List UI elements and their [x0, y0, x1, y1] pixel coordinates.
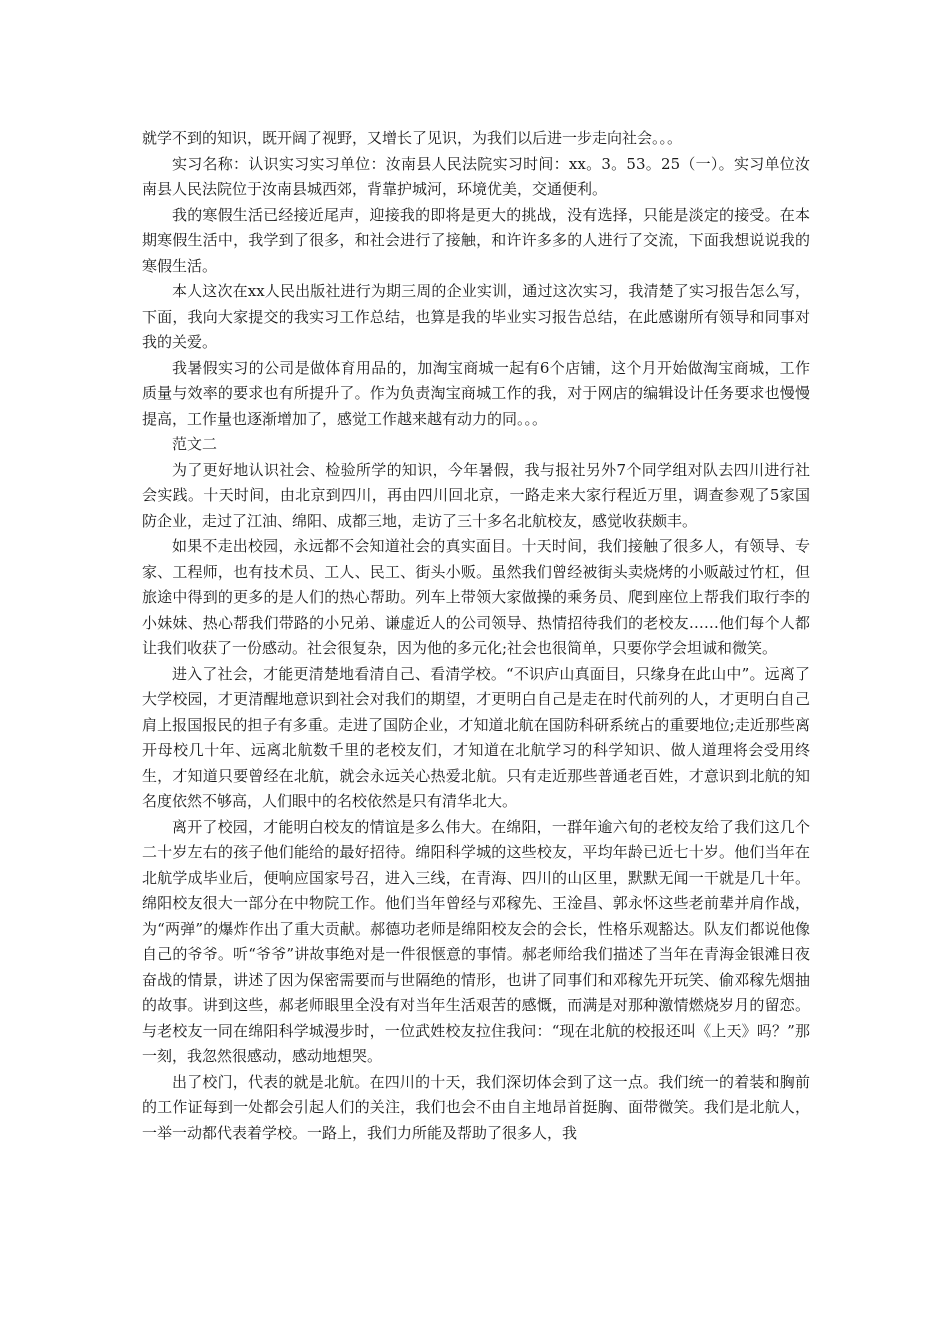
paragraph: 就学不到的知识，既开阔了视野，又增长了见识，为我们以后进一步走向社会。。。 [142, 129, 683, 147]
section-heading: 范文二 [172, 435, 218, 453]
paragraph: 离开了校园，才能明白校友的情谊是多么伟大。在绵阳，一群年逾六旬的老校友给了我们这几个二十岁左右的孩子他们能给的最好招待。绵阳科学城的这些校友，平均年龄已近七十岁。他们当年在北航学成毕业后，便响应国家号召，进入三线，在青海、四川的山区里，默默无闻一干就是几十年。绵阳校友很大一部分在中物院工作。他们当年曾经与邓稼先、王淦昌、郭永怀这些老前辈并肩作战，为“两弹”的爆炸作出了重大贡献。郝德功老师是绵阳校友会的会长，性格乐观豁达。队友们都说他像自己的爷爷。听“爷爷”讲故事绝对是一件很惬意的事情。郝老师给我们描述了当年在青海金银滩日夜奋战的情景，讲述了因为保密需要而与世隔绝的情形，也讲了同事们和邓稼先开玩笑、偷邓稼先烟抽的故事。讲到这些，郝老师眼里全没有对当年生活艰苦的感慨，而满是对那种激情燃烧岁月的留恋。与老校友一同在绵阳科学城漫步时，一位武姓校友拉住我问：“现在北航的校报还叫《上天》吗？”那一刻，我忽然很感动，感动地想哭。 [142, 817, 810, 1065]
document-body [142, 126, 810, 1146]
paragraph: 出了校门，代表的就是北航。在四川的十天，我们深切体会到了这一点。我们统一的着装和胸前的工作证每到一处都会引起人们的关注，我们也会不由自主地昂首挺胸、面带微笑。我们是北航人，一举一动都代表着学校。一路上，我们力所能及帮助了很多人，我 [142, 1072, 810, 1142]
paragraph: 我的寒假生活已经接近尾声，迎接我的即将是更大的挑战，没有选择，只能是淡定的接受。在本期寒假生活中，我学到了很多，和社会进行了接触，和许许多多的人进行了交流，下面我想说说我的寒假生活。 [142, 205, 810, 275]
paragraph: 为了更好地认识社会、检验所学的知识，今年暑假，我与报社另外7个同学组对队去四川进行社会实践。十天时间，由北京到四川，再由四川回北京，一路走来大家行程近万里，调查参观了5家国防企业，走过了江油、绵阳、成都三地，走访了三十多名北航校友，感觉收获颇丰。 [142, 460, 810, 530]
paragraph: 实习名称：认识实习实习单位：汝南县人民法院实习时间：xx。3。53。25（一）。实习单位汝南县人民法院位于汝南县城西郊，背靠护城河，环境优美，交通便利。 [142, 154, 810, 198]
paragraph: 进入了社会，才能更清楚地看清自己、看清学校。“不识庐山真面目，只缘身在此山中”。远离了大学校园，才更清醒地意识到社会对我们的期望，才更明白自己是走在时代前列的人，才更明白自己肩上报国报民的担子有多重。走进了国防企业，才知道北航在国防科研系统占的重要地位;走近那些离开母校几十年、远离北航数千里的老校友们，才知道在北航学习的科学知识、做人道理将会受用终生，才知道只要曾经在北航，就会永远关心热爱北航。只有走近那些普通老百姓，才意识到北航的知名度依然不够高，人们眼中的名校依然是只有清华北大。 [142, 664, 810, 810]
paragraph: 本人这次在xx人民出版社进行为期三周的企业实训，通过这次实习，我清楚了实习报告怎么写，下面，我向大家提交的我实习工作总结，也算是我的毕业实习报告总结，在此感谢所有领导和同事对我的关爱。 [142, 282, 810, 351]
paragraph: 我暑假实习的公司是做体育用品的，加淘宝商城一起有6个店铺，这个月开始做淘宝商城，工作质量与效率的要求也有所提升了。作为负责淘宝商城工作的我，对于网店的编辑设计任务要求也慢慢提高，工作量也逐渐增加了，感觉工作越来越有动力的同。。。 [142, 358, 810, 428]
paragraph: 如果不走出校园，永远都不会知道社会的真实面目。十天时间，我们接触了很多人，有领导、专家、工程师，也有技术员、工人、民工、街头小贩。虽然我们曾经被街头卖烧烤的小贩敲过竹杠，但旅途中得到的更多的是人们的热心帮助。列车上带领大家做操的乘务员、爬到座位上帮我们取行李的小妹妹、热心帮我们带路的小兄弟、谦虚近人的公司领导、热情招待我们的老校友……他们每个人都让我们收获了一份感动。社会很复杂，因为他的多元化;社会也很简单，只要你学会坦诚和微笑。 [142, 537, 810, 657]
